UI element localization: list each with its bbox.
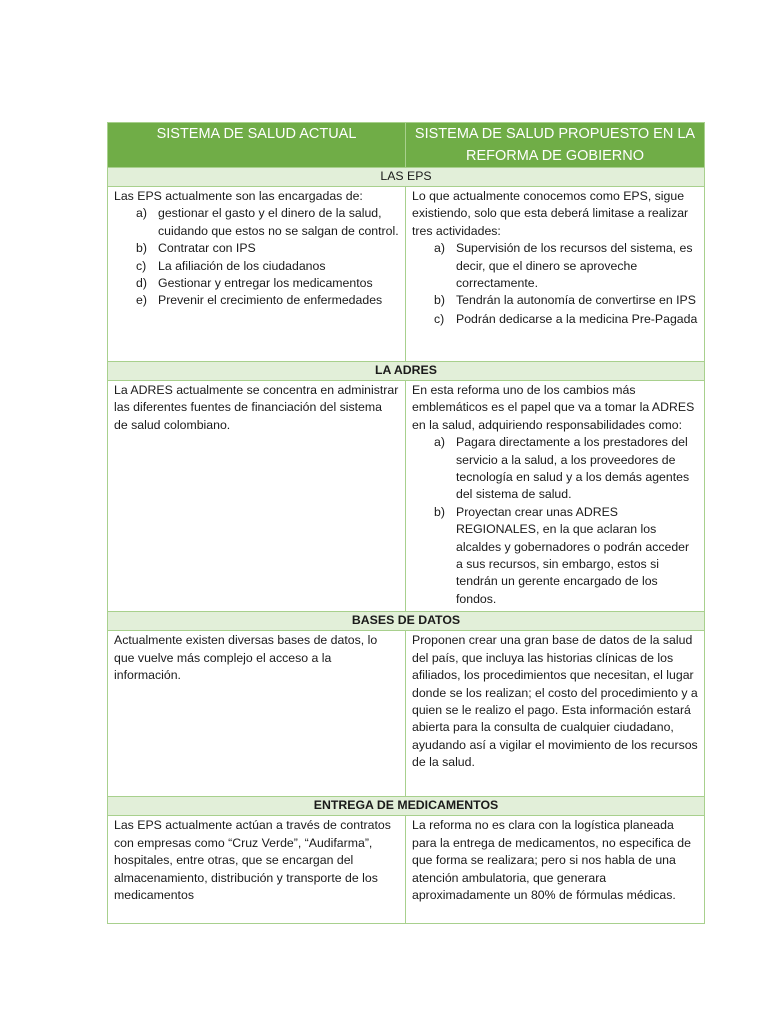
list-item xyxy=(412,240,698,292)
item-marker: c) xyxy=(434,311,445,326)
cell-propuesto-bases xyxy=(406,631,705,797)
item-marker: c) xyxy=(136,258,147,273)
item-marker: b) xyxy=(434,504,445,519)
section-row-bases xyxy=(108,612,705,631)
list-item xyxy=(114,258,399,275)
item-marker: b) xyxy=(434,293,445,308)
list-item xyxy=(412,292,698,309)
item-text: gestionar el gasto y el dinero de la salud, cuidando que estos no se salgan de control. xyxy=(158,206,399,238)
cell-intro: Proponen crear una gran base de datos de la salud del país, que incluya las historias clínicas de los afiliados, los procedimientos que necesitan, el lugar donde se los realizan; el costo del procedimiento y a quien se le realizo el pago. Esta información estará abierta para la consulta de cualquier ciudadano, ayudando así a vigilar el movimiento de los recursos de la salud. xyxy=(412,633,698,770)
table-row-adres xyxy=(108,381,705,612)
list-item xyxy=(412,434,698,504)
list-item xyxy=(114,292,399,309)
item-text: Podrán dedicarse a la medicina Pre-Pagada xyxy=(456,311,698,326)
section-title-eps: LAS EPS xyxy=(108,168,705,187)
item-marker: b) xyxy=(136,241,147,256)
list-item xyxy=(412,311,698,328)
cell-intro: Las EPS actualmente actúan a través de contratos con empresas como “Cruz Verde”, “Audifarma”, hospitales, entre otras, que se encargan del almacenamiento, distribución y transporte de los medicamentos xyxy=(114,818,391,902)
item-marker: a) xyxy=(136,206,147,221)
item-text: Proyectan crear unas ADRES REGIONALES, en la que aclaran los alcaldes y gobernadores o podrán acceder a sus recursos, sin embargo, estos si tendrán un gerente encargado de los fondos. xyxy=(456,504,690,606)
item-marker: a) xyxy=(434,241,445,256)
item-text: Gestionar y entregar los medicamentos xyxy=(158,276,373,291)
section-title-medicamentos: ENTREGA DE MEDICAMENTOS xyxy=(108,797,705,816)
comparison-table xyxy=(107,122,705,924)
header-propuesto: SISTEMA DE SALUD PROPUESTO EN LA REFORMA DE GOBIERNO xyxy=(406,123,705,168)
list-item xyxy=(114,205,399,240)
section-row-adres xyxy=(108,362,705,381)
cell-actual-medicamentos xyxy=(108,816,406,924)
section-row-eps xyxy=(108,168,705,187)
header-actual: SISTEMA DE SALUD ACTUAL xyxy=(108,123,406,168)
item-text: La afiliación de los ciudadanos xyxy=(158,258,326,273)
list-item xyxy=(114,275,399,292)
item-list xyxy=(412,240,698,328)
cell-propuesto-medicamentos xyxy=(406,816,705,924)
item-text: Supervisión de los recursos del sistema, es decir, que el dinero se aproveche correctamente. xyxy=(456,241,693,291)
cell-propuesto-eps xyxy=(406,187,705,362)
item-text: Tendrán la autonomía de convertirse en IPS xyxy=(456,293,696,308)
cell-actual-eps xyxy=(108,187,406,362)
item-marker: d) xyxy=(136,276,147,291)
table-row-eps xyxy=(108,187,705,362)
section-title-bases: BASES DE DATOS xyxy=(108,612,705,631)
item-text: Prevenir el crecimiento de enfermedades xyxy=(158,293,383,308)
cell-intro: Lo que actualmente conocemos como EPS, sigue existiendo, solo que esta deberá limitase a realizar tres actividades: xyxy=(412,189,689,238)
list-item xyxy=(412,504,698,608)
cell-intro: Las EPS actualmente son las encargadas de: xyxy=(114,189,363,203)
table-header-row xyxy=(108,123,705,168)
table-row-medicamentos xyxy=(108,816,705,924)
cell-intro: La ADRES actualmente se concentra en administrar las diferentes fuentes de financiación del sistema de salud colombiano. xyxy=(114,383,399,432)
cell-intro: La reforma no es clara con la logística planeada para la entrega de medicamentos, no especifica de que forma se realizara; pero si nos habla de una atención ambulatoria, que generara aproximadamente un 80% de fórmulas médicas. xyxy=(412,818,691,902)
cell-actual-bases xyxy=(108,631,406,797)
item-marker: a) xyxy=(434,435,445,450)
item-marker: e) xyxy=(136,293,147,308)
item-list xyxy=(114,205,399,309)
section-title-adres: LA ADRES xyxy=(108,362,705,381)
cell-intro: Actualmente existen diversas bases de datos, lo que vuelve más complejo el acceso a la información. xyxy=(114,633,378,683)
item-text: Contratar con IPS xyxy=(158,241,256,256)
item-text: Pagara directamente a los prestadores del servicio a la salud, a los proveedores de tecnología en salud y a los demás agentes del sistema de salud. xyxy=(456,435,690,502)
table-row-bases xyxy=(108,631,705,797)
cell-actual-adres xyxy=(108,381,406,612)
cell-propuesto-adres xyxy=(406,381,705,612)
section-row-medicamentos xyxy=(108,797,705,816)
list-item xyxy=(114,240,399,257)
cell-intro: En esta reforma uno de los cambios más emblemáticos es el papel que va a tomar la ADRES en la salud, adquiriendo responsabilidades como: xyxy=(412,383,695,432)
item-list xyxy=(412,434,698,608)
